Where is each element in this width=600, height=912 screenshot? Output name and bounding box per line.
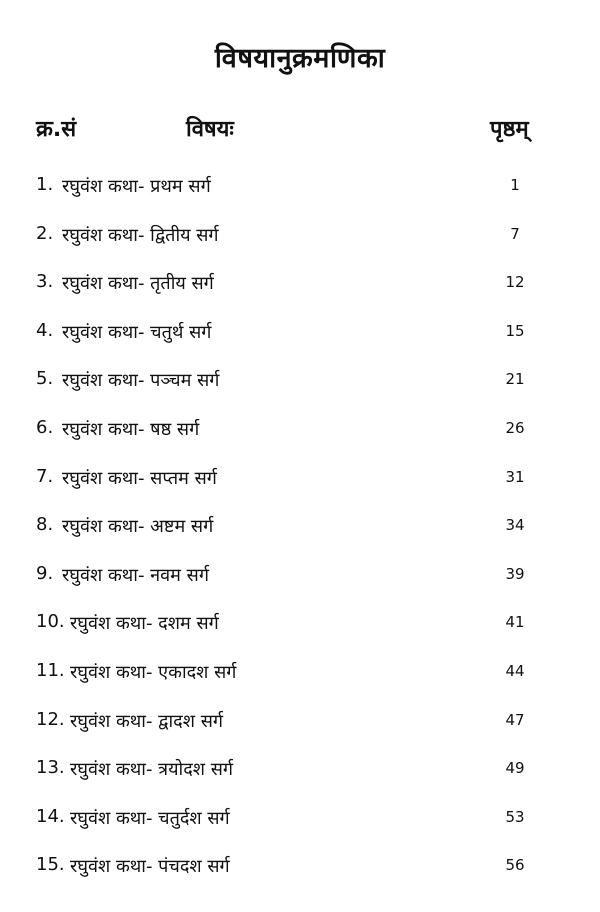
entry-number: 8. xyxy=(36,514,54,536)
entry-page: 12 xyxy=(505,273,525,292)
entry-page: 44 xyxy=(505,661,525,680)
list-item xyxy=(0,170,600,219)
entry-page: 56 xyxy=(505,856,525,875)
list-item xyxy=(0,510,600,559)
page-title: विषयानुक्रमणिका xyxy=(214,43,386,74)
list-item xyxy=(0,267,600,316)
table-header xyxy=(0,113,600,147)
entry-page: 15 xyxy=(505,321,525,340)
entry-number: 15. xyxy=(36,854,65,876)
entry-page: 31 xyxy=(505,467,525,486)
entry-subject: रघुवंश कथा- एकादश सर्ग xyxy=(70,661,237,683)
list-item xyxy=(0,413,600,462)
entry-page: 53 xyxy=(505,807,525,826)
entry-subject: रघुवंश कथा- दशम सर्ग xyxy=(70,613,219,635)
entry-subject: रघुवंश कथा- सप्तम सर्ग xyxy=(62,467,217,489)
entry-page: 1 xyxy=(510,176,520,194)
entry-number: 5. xyxy=(36,368,54,390)
list-item xyxy=(0,656,600,705)
header-serial-number: क्र.सं xyxy=(36,117,77,142)
list-item xyxy=(0,462,600,511)
entry-number: 2. xyxy=(36,222,54,244)
entry-subject: रघुवंश कथा- षष्ठ सर्ग xyxy=(62,418,200,440)
list-item xyxy=(0,850,600,899)
entry-number: 13. xyxy=(36,757,65,779)
entry-number: 7. xyxy=(36,465,54,487)
entry-number: 14. xyxy=(36,805,65,827)
entry-page: 41 xyxy=(505,613,525,632)
entry-subject: रघुवंश कथा- चतुर्दश सर्ग xyxy=(70,807,230,829)
entry-page: 34 xyxy=(505,516,525,535)
list-item xyxy=(0,753,600,802)
entry-number: 11. xyxy=(36,659,65,681)
entry-subject: रघुवंश कथा- पंचदश सर्ग xyxy=(70,856,230,878)
entry-page: 39 xyxy=(505,564,525,583)
entry-number: 3. xyxy=(36,271,54,293)
entry-subject: रघुवंश कथा- नवम सर्ग xyxy=(62,564,209,586)
list-item xyxy=(0,705,600,754)
entry-subject: रघुवंश कथा- त्रयोदश सर्ग xyxy=(70,759,234,781)
entry-subject: रघुवंश कथा- अष्टम सर्ग xyxy=(62,516,214,538)
list-item xyxy=(0,607,600,656)
header-page: पृष्ठम् xyxy=(490,117,529,142)
header-subject: विषयः xyxy=(186,117,234,142)
entry-subject: रघुवंश कथा- पञ्चम सर्ग xyxy=(62,370,220,392)
entry-page: 21 xyxy=(505,370,525,389)
entry-number: 9. xyxy=(36,562,54,584)
entry-subject: रघुवंश कथा- चतुर्थ सर्ग xyxy=(62,321,212,343)
entry-page: 26 xyxy=(505,418,525,437)
entry-subject: रघुवंश कथा- द्वादश सर्ग xyxy=(70,710,224,732)
entry-number: 4. xyxy=(36,319,54,341)
entry-number: 10. xyxy=(36,611,65,633)
entry-subject: रघुवंश कथा- द्वितीय सर्ग xyxy=(62,224,219,246)
entry-subject: रघुवंश कथा- प्रथम सर्ग xyxy=(62,176,211,197)
list-item xyxy=(0,559,600,608)
entry-number: 1. xyxy=(36,174,54,195)
list-item xyxy=(0,316,600,365)
entry-page: 49 xyxy=(505,759,525,778)
list-item xyxy=(0,364,600,413)
list-item xyxy=(0,219,600,268)
entry-subject: रघुवंश कथा- तृतीय सर्ग xyxy=(62,273,214,295)
entry-number: 6. xyxy=(36,416,54,438)
entry-page: 47 xyxy=(505,710,525,729)
entry-page: 7 xyxy=(510,224,520,243)
contents-list xyxy=(0,170,600,899)
entry-number: 12. xyxy=(36,708,65,730)
list-item xyxy=(0,802,600,851)
